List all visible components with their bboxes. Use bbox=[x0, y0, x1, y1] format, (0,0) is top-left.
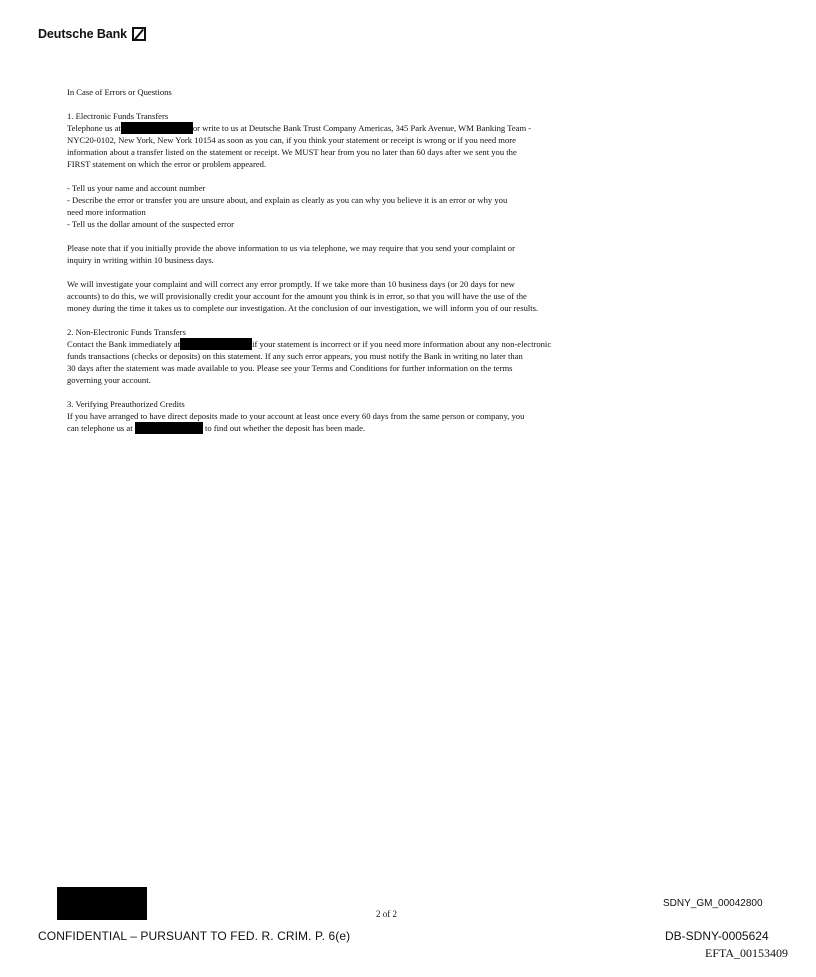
body-line: FIRST statement on which the error or problem appeared. bbox=[67, 159, 267, 169]
deutsche-bank-logo-icon bbox=[132, 27, 146, 41]
bates-number-sdny-gm: SDNY_GM_00042800 bbox=[663, 898, 763, 909]
brand-logo bbox=[38, 27, 146, 41]
page-number: 2 of 2 bbox=[376, 909, 397, 919]
body-line: governing your account. bbox=[67, 375, 151, 385]
section-electronic-funds-transfers bbox=[67, 110, 647, 170]
body-line: money during the time it takes us to complete our investigation. At the conclusion of our investigation, we will inform you of our results. bbox=[67, 303, 539, 313]
body-line: information about a transfer listed on the statement or receipt. We MUST hear from you no later than 60 days after we sent you the bbox=[67, 147, 517, 157]
redaction-box bbox=[180, 338, 252, 350]
redaction-box bbox=[121, 122, 193, 134]
body-line: accounts) to do this, we will provisionally credit your account for the amount you think is in error, so that you will have the use of the bbox=[67, 291, 527, 301]
confidentiality-notice: CONFIDENTIAL – PURSUANT TO FED. R. CRIM. P. 6(e) bbox=[38, 929, 351, 943]
body-line: Contact the Bank immediately at if your statement is incorrect or if you need more information about any non-electronic bbox=[67, 339, 552, 349]
body-line: NYC20-0102, New York, New York 10154 as soon as you can, if you think your statement or receipt is wrong or if you need more bbox=[67, 135, 516, 145]
section-title: 1. Electronic Funds Transfers bbox=[67, 111, 169, 121]
section-non-electronic-funds-transfers bbox=[67, 326, 647, 386]
footer-redaction-box bbox=[57, 887, 147, 920]
document-body bbox=[67, 86, 647, 446]
body-line: 30 days after the statement was made available to you. Please see your Terms and Conditions for further information on the terms bbox=[67, 363, 513, 373]
list-item-continuation: need more information bbox=[67, 207, 146, 217]
body-line: If you have arranged to have direct deposits made to your account at least once every 60 days from the same person or company, you bbox=[67, 411, 525, 421]
brand-name: Deutsche Bank bbox=[38, 27, 128, 41]
list-item: - Tell us your name and account number bbox=[67, 183, 206, 193]
investigation-paragraph bbox=[67, 278, 647, 314]
page-heading: In Case of Errors or Questions bbox=[67, 87, 172, 97]
list-item: - Describe the error or transfer you are unsure about, and explain as clearly as you can why you believe it is an error or why you bbox=[67, 195, 508, 205]
requirements-list bbox=[67, 182, 647, 230]
bates-number-efta: EFTA_00153409 bbox=[705, 946, 789, 960]
body-line: funds transactions (checks or deposits) on this statement. If any such error appears, you must notify the Bank in writing no later than bbox=[67, 351, 523, 361]
list-item: - Tell us the dollar amount of the suspected error bbox=[67, 219, 235, 229]
section-title: 2. Non-Electronic Funds Transfers bbox=[67, 327, 186, 337]
body-line: inquiry in writing within 10 business days. bbox=[67, 255, 214, 265]
body-line: Telephone us at or write to us at Deutsche Bank Trust Company Americas, 345 Park Avenue, WM Banking Team - bbox=[67, 123, 532, 133]
body-line: Please note that if you initially provide the above information to us via telephone, we may require that you send your complaint or bbox=[67, 243, 515, 253]
section-preauthorized-credits bbox=[67, 398, 647, 434]
redaction-box bbox=[135, 422, 203, 434]
section-title: 3. Verifying Preauthorized Credits bbox=[67, 399, 185, 409]
body-line: can telephone us at to find out whether the deposit has been made. bbox=[67, 423, 366, 433]
body-line: We will investigate your complaint and will correct any error promptly. If we take more than 10 business days (or 20 days for new bbox=[67, 279, 515, 289]
telephone-note-paragraph bbox=[67, 242, 647, 266]
bates-number-db-sdny: DB-SDNY-0005624 bbox=[665, 929, 769, 943]
